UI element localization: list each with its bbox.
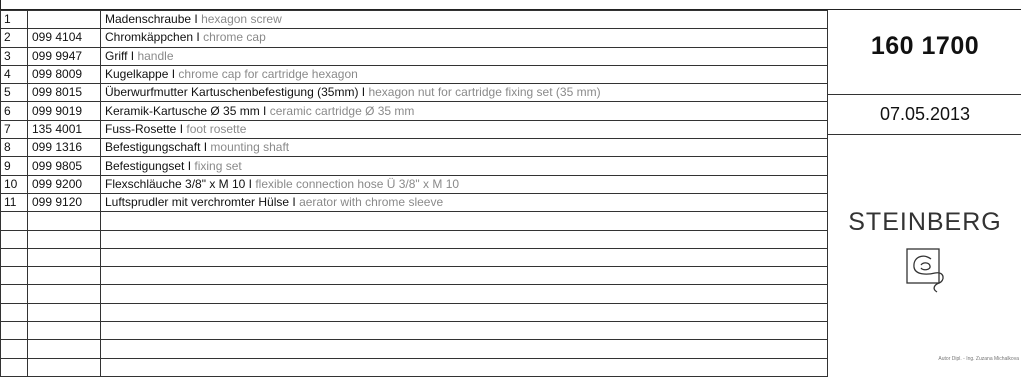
description-english: chrome cap for cartridge hexagon [178, 67, 358, 82]
row-article-number [28, 230, 101, 248]
description-english: flexible connection hose Ü 3/8" x M 10 [255, 176, 460, 191]
row-description [101, 248, 828, 266]
table-row [1, 29, 828, 47]
table-row [1, 285, 828, 303]
row-position: 3 [1, 47, 28, 65]
row-description [101, 157, 828, 175]
description-german: Luftsprudler mit verchromter Hülse I [105, 195, 300, 210]
row-position [1, 340, 28, 358]
top-border [0, 0, 1021, 10]
row-position: 10 [1, 175, 28, 193]
description-english: chrome cap [203, 30, 266, 45]
row-position [1, 230, 28, 248]
brand-logo-icon [901, 245, 951, 295]
title-block [827, 10, 1021, 363]
row-description [101, 340, 828, 358]
row-position: 11 [1, 193, 28, 211]
table-row [1, 11, 828, 29]
description-english: hexagon nut for cartridge fixing set (35 mm) [368, 85, 601, 100]
row-article-number: 099 8009 [28, 65, 101, 83]
row-description [101, 193, 828, 211]
brand-name: STEINBERG [848, 208, 1002, 236]
row-description [101, 358, 828, 376]
parts-table [0, 10, 828, 377]
row-position [1, 303, 28, 321]
description-german: Kugelkappe I [105, 67, 179, 82]
row-position: 9 [1, 157, 28, 175]
table-row [1, 230, 828, 248]
table-row [1, 65, 828, 83]
row-description [101, 267, 828, 285]
table-row [1, 303, 828, 321]
row-article-number [28, 267, 101, 285]
row-position [1, 358, 28, 376]
row-article-number [28, 303, 101, 321]
description-german: Flexschläuche 3/8" x M 10 I [105, 176, 256, 191]
divider [828, 134, 1021, 135]
table-row [1, 175, 828, 193]
description-german: Fuss-Rosette I [105, 121, 187, 136]
table-row [1, 120, 828, 138]
row-article-number: 099 9019 [28, 102, 101, 120]
description-german: Befestigungset I [105, 158, 195, 173]
table-row [1, 157, 828, 175]
row-position: 6 [1, 102, 28, 120]
row-position: 5 [1, 84, 28, 102]
article-number: 160 1700 [870, 32, 980, 60]
row-article-number: 099 9120 [28, 193, 101, 211]
description-german: Griff I [105, 48, 138, 63]
author-note: Autor Dipl. - Ing. Zuzana Michalkova [938, 356, 1019, 362]
row-description [101, 102, 828, 120]
row-description [101, 120, 828, 138]
row-article-number: 099 9805 [28, 157, 101, 175]
row-article-number: 135 4001 [28, 120, 101, 138]
row-description [101, 212, 828, 230]
row-position [1, 212, 28, 230]
table-row [1, 267, 828, 285]
table-row [1, 193, 828, 211]
row-article-number [28, 322, 101, 340]
row-description [101, 139, 828, 157]
row-article-number [28, 11, 101, 29]
row-description [101, 285, 828, 303]
row-description [101, 47, 828, 65]
row-article-number [28, 358, 101, 376]
row-article-number [28, 212, 101, 230]
date: 07.05.2013 [879, 104, 971, 124]
row-article-number: 099 9947 [28, 47, 101, 65]
row-position: 1 [1, 11, 28, 29]
row-article-number [28, 340, 101, 358]
row-article-number: 099 9200 [28, 175, 101, 193]
table-row [1, 358, 828, 376]
divider [828, 94, 1021, 95]
description-german: Chromkäppchen I [105, 30, 204, 45]
description-english: ceramic cartridge Ø 35 mm [269, 103, 415, 118]
row-article-number [28, 248, 101, 266]
row-article-number: 099 4104 [28, 29, 101, 47]
row-position: 8 [1, 139, 28, 157]
description-english: mounting shaft [210, 140, 290, 155]
row-description [101, 175, 828, 193]
description-english: fixing set [194, 158, 242, 173]
description-german: Madenschraube I [105, 12, 202, 27]
description-german: Überwurfmutter Kartuschenbefestigung (35mm) I [105, 85, 369, 100]
description-german: Befestigungschaft I [105, 140, 211, 155]
row-article-number [28, 285, 101, 303]
table-row [1, 139, 828, 157]
row-position [1, 285, 28, 303]
row-description [101, 322, 828, 340]
row-description [101, 230, 828, 248]
description-english: hexagon screw [201, 12, 282, 27]
description-english: aerator with chrome sleeve [299, 195, 444, 210]
row-position: 2 [1, 29, 28, 47]
row-position: 7 [1, 120, 28, 138]
row-description [101, 29, 828, 47]
row-position [1, 267, 28, 285]
row-article-number: 099 1316 [28, 139, 101, 157]
table-row [1, 322, 828, 340]
row-position: 4 [1, 65, 28, 83]
row-position [1, 248, 28, 266]
description-english: handle [137, 48, 174, 63]
row-position [1, 322, 28, 340]
table-row [1, 84, 828, 102]
row-description [101, 303, 828, 321]
row-description [101, 84, 828, 102]
table-row [1, 47, 828, 65]
row-description [101, 11, 828, 29]
table-row [1, 102, 828, 120]
table-row [1, 212, 828, 230]
table-row [1, 248, 828, 266]
description-english: foot rosette [186, 121, 247, 136]
row-article-number: 099 8015 [28, 84, 101, 102]
row-description [101, 65, 828, 83]
description-german: Keramik-Kartusche Ø 35 mm I [105, 103, 270, 118]
table-row [1, 340, 828, 358]
